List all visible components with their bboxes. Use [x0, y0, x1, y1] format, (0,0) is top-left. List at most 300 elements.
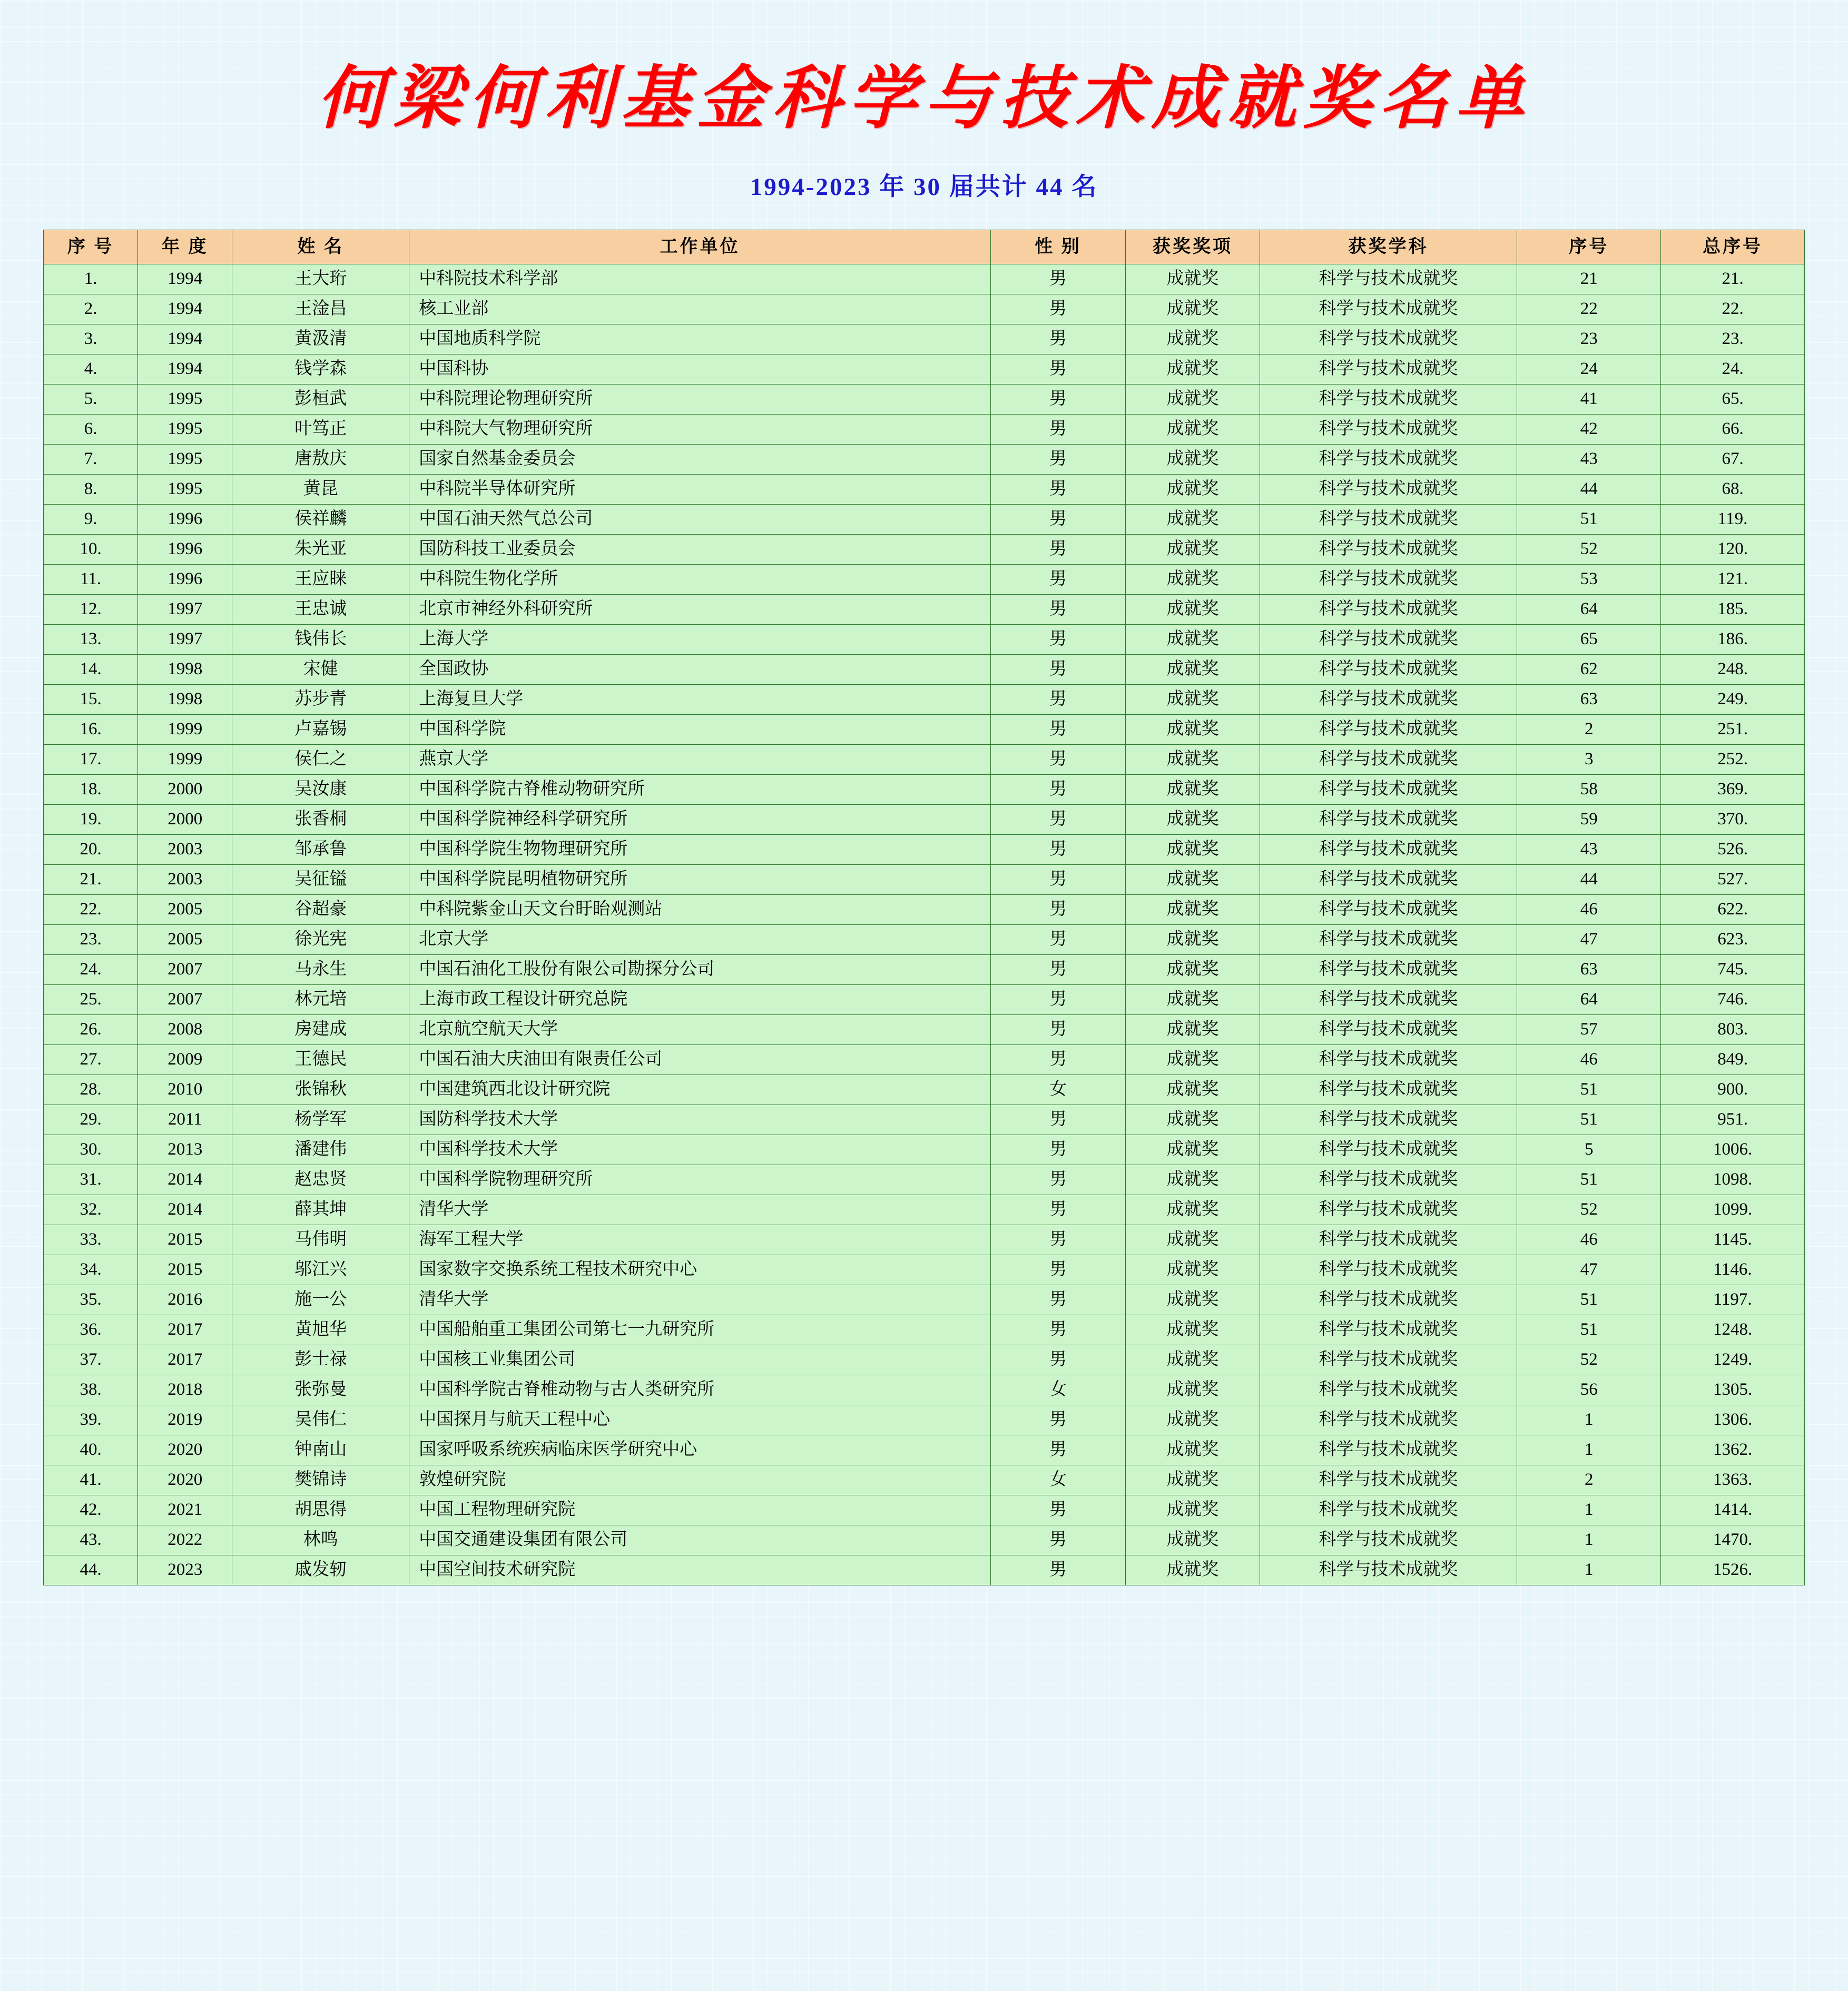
- cell-index: 26.: [44, 1014, 138, 1044]
- cell-discipline: 科学与技术成就奖: [1260, 984, 1517, 1014]
- cell-gender: 男: [990, 894, 1126, 924]
- cell-total-serial: 251.: [1661, 714, 1805, 744]
- cell-award: 成就奖: [1126, 354, 1260, 384]
- cell-serial: 1: [1517, 1525, 1661, 1555]
- cell-award: 成就奖: [1126, 774, 1260, 804]
- cell-total-serial: 527.: [1661, 864, 1805, 894]
- table-row: [44, 624, 1805, 654]
- cell-index: 35.: [44, 1285, 138, 1315]
- cell-award: 成就奖: [1126, 1315, 1260, 1345]
- cell-year: 2009: [138, 1044, 232, 1075]
- cell-discipline: 科学与技术成就奖: [1260, 624, 1517, 654]
- cell-year: 2011: [138, 1105, 232, 1135]
- cell-work-unit: 全国政协: [409, 654, 990, 684]
- cell-serial: 2: [1517, 1465, 1661, 1495]
- cell-award: 成就奖: [1126, 1495, 1260, 1525]
- cell-discipline: 科学与技术成就奖: [1260, 1105, 1517, 1135]
- cell-index: 7.: [44, 444, 138, 474]
- table-row: [44, 804, 1805, 834]
- cell-serial: 43: [1517, 834, 1661, 864]
- cell-work-unit: 中国科学院物理研究所: [409, 1165, 990, 1195]
- column-header-serial: 序号: [1517, 230, 1661, 264]
- cell-gender: 男: [990, 594, 1126, 624]
- cell-award: 成就奖: [1126, 1225, 1260, 1255]
- cell-work-unit: 中科院理论物理研究所: [409, 384, 990, 414]
- cell-index: 17.: [44, 744, 138, 774]
- cell-discipline: 科学与技术成就奖: [1260, 1345, 1517, 1375]
- cell-year: 2016: [138, 1285, 232, 1315]
- cell-serial: 64: [1517, 594, 1661, 624]
- cell-award: 成就奖: [1126, 1555, 1260, 1585]
- cell-serial: 43: [1517, 444, 1661, 474]
- cell-discipline: 科学与技术成就奖: [1260, 1075, 1517, 1105]
- cell-work-unit: 核工业部: [409, 294, 990, 324]
- cell-index: 34.: [44, 1255, 138, 1285]
- cell-index: 21.: [44, 864, 138, 894]
- table-row: [44, 954, 1805, 984]
- cell-total-serial: 252.: [1661, 744, 1805, 774]
- cell-year: 1999: [138, 744, 232, 774]
- table-row: [44, 384, 1805, 414]
- cell-total-serial: 900.: [1661, 1075, 1805, 1105]
- cell-discipline: 科学与技术成就奖: [1260, 1285, 1517, 1315]
- column-header-gender: 性 别: [990, 230, 1126, 264]
- cell-serial: 1: [1517, 1435, 1661, 1465]
- cell-year: 1995: [138, 474, 232, 504]
- cell-work-unit: 中国科学院古脊椎动物与古人类研究所: [409, 1375, 990, 1405]
- cell-gender: 男: [990, 504, 1126, 534]
- table-row: [44, 774, 1805, 804]
- cell-discipline: 科学与技术成就奖: [1260, 1044, 1517, 1075]
- table-row: [44, 1014, 1805, 1044]
- cell-work-unit: 中国科协: [409, 354, 990, 384]
- table-row: [44, 1555, 1805, 1585]
- cell-index: 1.: [44, 264, 138, 294]
- cell-total-serial: 1306.: [1661, 1405, 1805, 1435]
- cell-gender: 男: [990, 1525, 1126, 1555]
- cell-award: 成就奖: [1126, 414, 1260, 444]
- cell-total-serial: 186.: [1661, 624, 1805, 654]
- cell-index: 33.: [44, 1225, 138, 1255]
- table-row: [44, 474, 1805, 504]
- cell-award: 成就奖: [1126, 654, 1260, 684]
- cell-work-unit: 国防科技工业委员会: [409, 534, 990, 564]
- cell-gender: 男: [990, 864, 1126, 894]
- cell-award: 成就奖: [1126, 984, 1260, 1014]
- cell-year: 2021: [138, 1495, 232, 1525]
- cell-total-serial: 623.: [1661, 924, 1805, 954]
- cell-serial: 51: [1517, 1315, 1661, 1345]
- table-row: [44, 1135, 1805, 1165]
- cell-total-serial: 120.: [1661, 534, 1805, 564]
- cell-gender: 男: [990, 954, 1126, 984]
- cell-work-unit: 中国科学技术大学: [409, 1135, 990, 1165]
- cell-index: 8.: [44, 474, 138, 504]
- cell-total-serial: 68.: [1661, 474, 1805, 504]
- cell-serial: 59: [1517, 804, 1661, 834]
- cell-name: 林鸣: [232, 1525, 409, 1555]
- cell-total-serial: 249.: [1661, 684, 1805, 714]
- cell-award: 成就奖: [1126, 504, 1260, 534]
- cell-gender: 男: [990, 624, 1126, 654]
- cell-index: 9.: [44, 504, 138, 534]
- cell-award: 成就奖: [1126, 624, 1260, 654]
- cell-name: 唐敖庆: [232, 444, 409, 474]
- cell-index: 30.: [44, 1135, 138, 1165]
- cell-gender: 男: [990, 1225, 1126, 1255]
- cell-serial: 44: [1517, 474, 1661, 504]
- cell-work-unit: 中国地质科学院: [409, 324, 990, 354]
- column-header-workunit: 工作单位: [409, 230, 990, 264]
- cell-work-unit: 北京市神经外科研究所: [409, 594, 990, 624]
- cell-name: 赵忠贤: [232, 1165, 409, 1195]
- table-row: [44, 414, 1805, 444]
- cell-name: 邹承鲁: [232, 834, 409, 864]
- cell-award: 成就奖: [1126, 1375, 1260, 1405]
- cell-work-unit: 中国科学院古脊椎动物研究所: [409, 774, 990, 804]
- cell-discipline: 科学与技术成就奖: [1260, 1405, 1517, 1435]
- cell-gender: 男: [990, 1285, 1126, 1315]
- cell-serial: 51: [1517, 1285, 1661, 1315]
- cell-name: 吴伟仁: [232, 1405, 409, 1435]
- cell-year: 1996: [138, 564, 232, 594]
- cell-total-serial: 1305.: [1661, 1375, 1805, 1405]
- cell-discipline: 科学与技术成就奖: [1260, 1135, 1517, 1165]
- cell-discipline: 科学与技术成就奖: [1260, 1315, 1517, 1345]
- cell-total-serial: 1197.: [1661, 1285, 1805, 1315]
- table-row: [44, 1225, 1805, 1255]
- cell-year: 2015: [138, 1225, 232, 1255]
- cell-award: 成就奖: [1126, 534, 1260, 564]
- table-row: [44, 744, 1805, 774]
- cell-name: 王大珩: [232, 264, 409, 294]
- page-subtitle: 1994-2023 年 30 届共计 44 名: [750, 173, 1098, 201]
- cell-gender: 男: [990, 1345, 1126, 1375]
- cell-index: 6.: [44, 414, 138, 444]
- cell-work-unit: 北京大学: [409, 924, 990, 954]
- cell-year: 2014: [138, 1165, 232, 1195]
- cell-total-serial: 1526.: [1661, 1555, 1805, 1585]
- cell-award: 成就奖: [1126, 1165, 1260, 1195]
- cell-gender: 男: [990, 1135, 1126, 1165]
- cell-serial: 47: [1517, 924, 1661, 954]
- table-row: [44, 324, 1805, 354]
- cell-gender: 男: [990, 834, 1126, 864]
- cell-year: 2017: [138, 1345, 232, 1375]
- cell-discipline: 科学与技术成就奖: [1260, 894, 1517, 924]
- cell-serial: 51: [1517, 1105, 1661, 1135]
- cell-discipline: 科学与技术成就奖: [1260, 684, 1517, 714]
- cell-index: 22.: [44, 894, 138, 924]
- cell-index: 27.: [44, 1044, 138, 1075]
- cell-gender: 男: [990, 564, 1126, 594]
- cell-name: 房建成: [232, 1014, 409, 1044]
- cell-work-unit: 中国交通建设集团有限公司: [409, 1525, 990, 1555]
- cell-year: 2008: [138, 1014, 232, 1044]
- cell-year: 2020: [138, 1465, 232, 1495]
- cell-award: 成就奖: [1126, 894, 1260, 924]
- table-row: [44, 534, 1805, 564]
- cell-award: 成就奖: [1126, 594, 1260, 624]
- cell-name: 叶笃正: [232, 414, 409, 444]
- cell-award: 成就奖: [1126, 954, 1260, 984]
- cell-work-unit: 中科院紫金山天文台盱眙观测站: [409, 894, 990, 924]
- table-row: [44, 1375, 1805, 1405]
- table-row: [44, 1345, 1805, 1375]
- table-row: [44, 1195, 1805, 1225]
- cell-gender: 男: [990, 1195, 1126, 1225]
- cell-discipline: 科学与技术成就奖: [1260, 954, 1517, 984]
- cell-year: 2022: [138, 1525, 232, 1555]
- cell-name: 钱伟长: [232, 624, 409, 654]
- cell-name: 邬江兴: [232, 1255, 409, 1285]
- cell-year: 1994: [138, 324, 232, 354]
- cell-year: 2010: [138, 1075, 232, 1105]
- cell-award: 成就奖: [1126, 924, 1260, 954]
- cell-name: 吴征镒: [232, 864, 409, 894]
- cell-year: 2023: [138, 1555, 232, 1585]
- cell-award: 成就奖: [1126, 384, 1260, 414]
- cell-year: 1995: [138, 384, 232, 414]
- cell-year: 1995: [138, 414, 232, 444]
- cell-total-serial: 1099.: [1661, 1195, 1805, 1225]
- cell-name: 施一公: [232, 1285, 409, 1315]
- cell-year: 2007: [138, 954, 232, 984]
- cell-award: 成就奖: [1126, 324, 1260, 354]
- cell-name: 彭桓武: [232, 384, 409, 414]
- cell-gender: 女: [990, 1375, 1126, 1405]
- cell-discipline: 科学与技术成就奖: [1260, 1435, 1517, 1465]
- cell-index: 44.: [44, 1555, 138, 1585]
- cell-work-unit: 中国石油天然气总公司: [409, 504, 990, 534]
- cell-index: 37.: [44, 1345, 138, 1375]
- table-row: [44, 684, 1805, 714]
- cell-gender: 男: [990, 444, 1126, 474]
- cell-gender: 男: [990, 384, 1126, 414]
- cell-name: 张锦秋: [232, 1075, 409, 1105]
- cell-serial: 2: [1517, 714, 1661, 744]
- cell-total-serial: 1249.: [1661, 1345, 1805, 1375]
- cell-index: 15.: [44, 684, 138, 714]
- cell-work-unit: 中科院半导体研究所: [409, 474, 990, 504]
- cell-discipline: 科学与技术成就奖: [1260, 504, 1517, 534]
- cell-index: 40.: [44, 1435, 138, 1465]
- cell-total-serial: 622.: [1661, 894, 1805, 924]
- cell-total-serial: 248.: [1661, 654, 1805, 684]
- cell-work-unit: 清华大学: [409, 1285, 990, 1315]
- cell-work-unit: 中国空间技术研究院: [409, 1555, 990, 1585]
- cell-serial: 65: [1517, 624, 1661, 654]
- cell-discipline: 科学与技术成就奖: [1260, 1495, 1517, 1525]
- table-row: [44, 564, 1805, 594]
- cell-name: 王忠诚: [232, 594, 409, 624]
- table-row: [44, 1165, 1805, 1195]
- table-row: [44, 1465, 1805, 1495]
- cell-index: 32.: [44, 1195, 138, 1225]
- cell-gender: 男: [990, 984, 1126, 1014]
- cell-gender: 男: [990, 324, 1126, 354]
- cell-discipline: 科学与技术成就奖: [1260, 1255, 1517, 1285]
- cell-discipline: 科学与技术成就奖: [1260, 714, 1517, 744]
- cell-work-unit: 中国科学院神经科学研究所: [409, 804, 990, 834]
- cell-work-unit: 敦煌研究院: [409, 1465, 990, 1495]
- cell-work-unit: 国家自然基金委员会: [409, 444, 990, 474]
- cell-award: 成就奖: [1126, 1405, 1260, 1435]
- cell-index: 11.: [44, 564, 138, 594]
- cell-discipline: 科学与技术成就奖: [1260, 1225, 1517, 1255]
- cell-index: 28.: [44, 1075, 138, 1105]
- table-row: [44, 294, 1805, 324]
- column-header-total-serial: 总序号: [1661, 230, 1805, 264]
- cell-year: 2018: [138, 1375, 232, 1405]
- cell-serial: 56: [1517, 1375, 1661, 1405]
- cell-year: 2017: [138, 1315, 232, 1345]
- cell-award: 成就奖: [1126, 444, 1260, 474]
- cell-award: 成就奖: [1126, 1285, 1260, 1315]
- cell-serial: 63: [1517, 684, 1661, 714]
- cell-discipline: 科学与技术成就奖: [1260, 774, 1517, 804]
- cell-work-unit: 中国探月与航天工程中心: [409, 1405, 990, 1435]
- cell-gender: 男: [990, 744, 1126, 774]
- cell-award: 成就奖: [1126, 684, 1260, 714]
- cell-award: 成就奖: [1126, 474, 1260, 504]
- cell-serial: 42: [1517, 414, 1661, 444]
- cell-index: 38.: [44, 1375, 138, 1405]
- cell-discipline: 科学与技术成就奖: [1260, 594, 1517, 624]
- cell-serial: 57: [1517, 1014, 1661, 1044]
- cell-gender: 男: [990, 1044, 1126, 1075]
- cell-serial: 62: [1517, 654, 1661, 684]
- cell-year: 2005: [138, 924, 232, 954]
- cell-serial: 51: [1517, 504, 1661, 534]
- cell-name: 马伟明: [232, 1225, 409, 1255]
- cell-work-unit: 中国核工业集团公司: [409, 1345, 990, 1375]
- cell-work-unit: 国家数字交换系统工程技术研究中心: [409, 1255, 990, 1285]
- cell-work-unit: 中科院生物化学所: [409, 564, 990, 594]
- award-list-table: [43, 230, 1805, 1585]
- cell-discipline: 科学与技术成就奖: [1260, 924, 1517, 954]
- cell-year: 2003: [138, 834, 232, 864]
- cell-total-serial: 1363.: [1661, 1465, 1805, 1495]
- cell-gender: 男: [990, 684, 1126, 714]
- cell-work-unit: 中国建筑西北设计研究院: [409, 1075, 990, 1105]
- cell-gender: 男: [990, 924, 1126, 954]
- cell-total-serial: 23.: [1661, 324, 1805, 354]
- cell-award: 成就奖: [1126, 1014, 1260, 1044]
- cell-award: 成就奖: [1126, 1435, 1260, 1465]
- cell-index: 13.: [44, 624, 138, 654]
- cell-discipline: 科学与技术成就奖: [1260, 1525, 1517, 1555]
- cell-name: 王德民: [232, 1044, 409, 1075]
- cell-year: 2020: [138, 1435, 232, 1465]
- award-table-container: [43, 230, 1805, 1585]
- cell-total-serial: 745.: [1661, 954, 1805, 984]
- column-header-name: 姓 名: [232, 230, 409, 264]
- cell-award: 成就奖: [1126, 564, 1260, 594]
- cell-gender: 男: [990, 804, 1126, 834]
- cell-year: 1994: [138, 354, 232, 384]
- cell-discipline: 科学与技术成就奖: [1260, 264, 1517, 294]
- cell-index: 12.: [44, 594, 138, 624]
- table-row: [44, 1255, 1805, 1285]
- cell-year: 1998: [138, 654, 232, 684]
- cell-name: 薛其坤: [232, 1195, 409, 1225]
- cell-total-serial: 24.: [1661, 354, 1805, 384]
- cell-name: 樊锦诗: [232, 1465, 409, 1495]
- cell-work-unit: 中科院大气物理研究所: [409, 414, 990, 444]
- cell-gender: 男: [990, 414, 1126, 444]
- cell-name: 王应睐: [232, 564, 409, 594]
- table-row: [44, 924, 1805, 954]
- cell-index: 25.: [44, 984, 138, 1014]
- cell-gender: 女: [990, 1075, 1126, 1105]
- cell-total-serial: 1248.: [1661, 1315, 1805, 1345]
- cell-year: 1999: [138, 714, 232, 744]
- cell-work-unit: 上海市政工程设计研究总院: [409, 984, 990, 1014]
- cell-work-unit: 上海复旦大学: [409, 684, 990, 714]
- cell-name: 宋健: [232, 654, 409, 684]
- cell-serial: 52: [1517, 1195, 1661, 1225]
- cell-index: 19.: [44, 804, 138, 834]
- column-header-year: 年 度: [138, 230, 232, 264]
- cell-award: 成就奖: [1126, 1345, 1260, 1375]
- column-header-award: 获奖奖项: [1126, 230, 1260, 264]
- cell-discipline: 科学与技术成就奖: [1260, 294, 1517, 324]
- cell-award: 成就奖: [1126, 1465, 1260, 1495]
- cell-name: 张香桐: [232, 804, 409, 834]
- cell-award: 成就奖: [1126, 1195, 1260, 1225]
- cell-gender: 男: [990, 1014, 1126, 1044]
- table-body: [44, 264, 1805, 1585]
- cell-name: 侯仁之: [232, 744, 409, 774]
- cell-award: 成就奖: [1126, 1135, 1260, 1165]
- cell-serial: 64: [1517, 984, 1661, 1014]
- cell-serial: 5: [1517, 1135, 1661, 1165]
- cell-year: 2003: [138, 864, 232, 894]
- cell-name: 王淦昌: [232, 294, 409, 324]
- cell-gender: 男: [990, 354, 1126, 384]
- cell-award: 成就奖: [1126, 864, 1260, 894]
- table-row: [44, 894, 1805, 924]
- cell-serial: 1: [1517, 1405, 1661, 1435]
- cell-work-unit: 中国石油大庆油田有限责任公司: [409, 1044, 990, 1075]
- cell-total-serial: 951.: [1661, 1105, 1805, 1135]
- cell-gender: 男: [990, 774, 1126, 804]
- cell-gender: 男: [990, 1555, 1126, 1585]
- cell-gender: 男: [990, 264, 1126, 294]
- cell-work-unit: 中国船舶重工集团公司第七一九研究所: [409, 1315, 990, 1345]
- cell-serial: 51: [1517, 1075, 1661, 1105]
- cell-work-unit: 中国工程物理研究院: [409, 1495, 990, 1525]
- cell-total-serial: 1362.: [1661, 1435, 1805, 1465]
- cell-serial: 52: [1517, 1345, 1661, 1375]
- cell-gender: 男: [990, 1165, 1126, 1195]
- cell-total-serial: 1470.: [1661, 1525, 1805, 1555]
- cell-discipline: 科学与技术成就奖: [1260, 1555, 1517, 1585]
- cell-year: 1997: [138, 624, 232, 654]
- cell-discipline: 科学与技术成就奖: [1260, 564, 1517, 594]
- cell-total-serial: 1006.: [1661, 1135, 1805, 1165]
- cell-year: 2013: [138, 1135, 232, 1165]
- table-row: [44, 1435, 1805, 1465]
- cell-total-serial: 1098.: [1661, 1165, 1805, 1195]
- cell-name: 林元培: [232, 984, 409, 1014]
- cell-index: 31.: [44, 1165, 138, 1195]
- cell-total-serial: 849.: [1661, 1044, 1805, 1075]
- cell-total-serial: 746.: [1661, 984, 1805, 1014]
- cell-index: 42.: [44, 1495, 138, 1525]
- cell-name: 朱光亚: [232, 534, 409, 564]
